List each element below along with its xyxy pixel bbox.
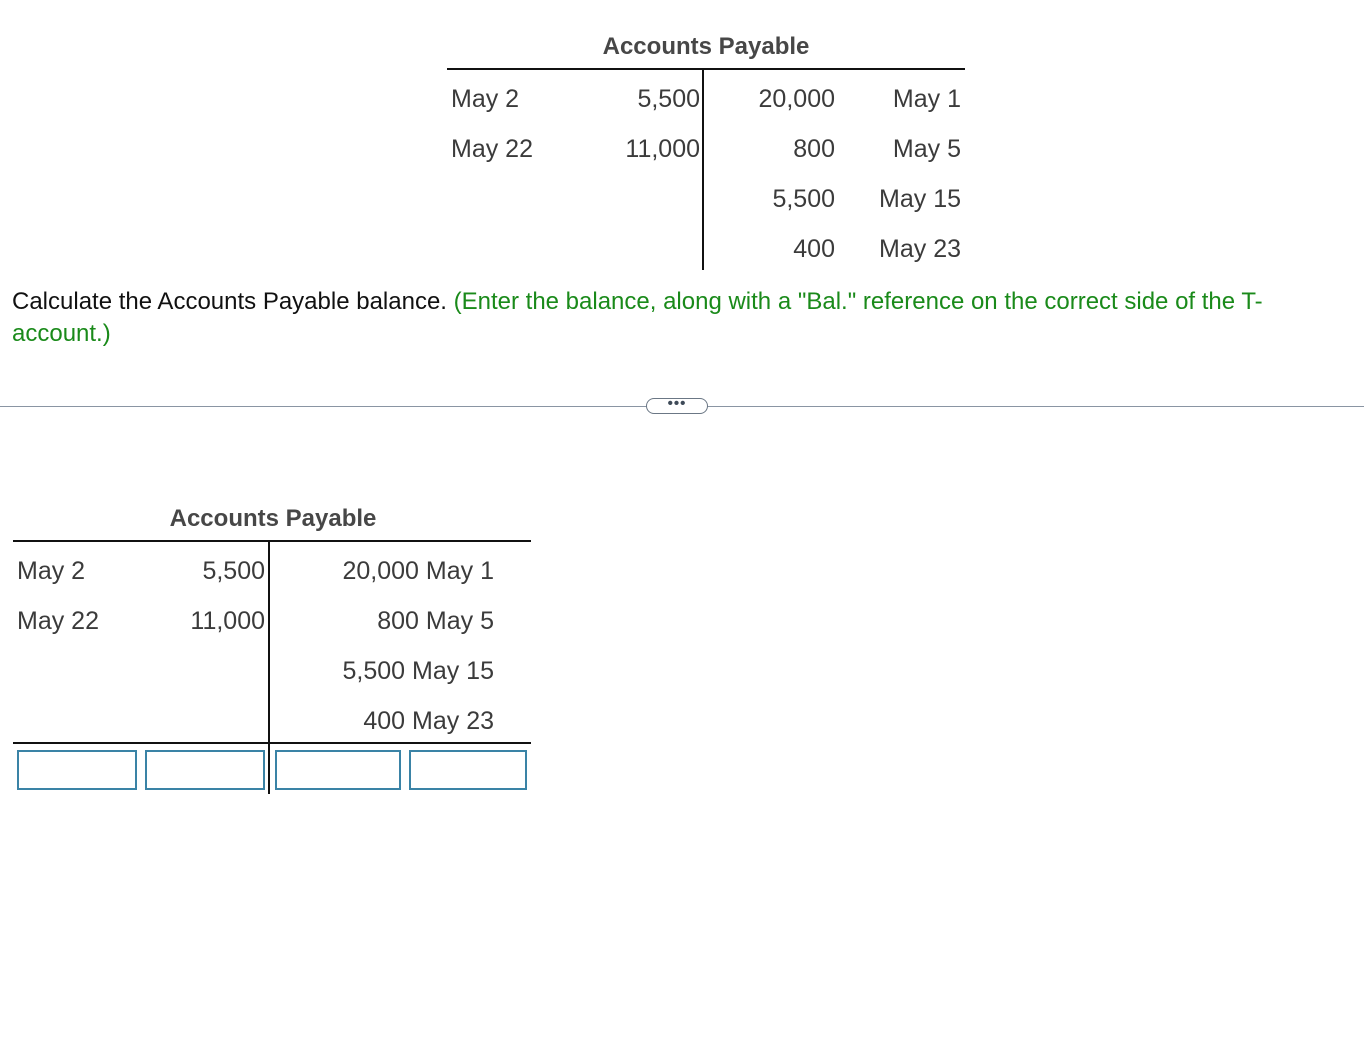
given-debit-date: May 2 (451, 85, 520, 113)
instruction-hint: (Enter the balance, along with a "Bal." reference on the correct side of the T-account.) (12, 288, 1263, 347)
answer-t-account (13, 500, 531, 795)
answer-credit-entry: 400 May 23 (363, 707, 494, 735)
expand-more-button[interactable]: ••• (646, 398, 708, 414)
answer-debit-date: May 22 (17, 607, 99, 635)
given-debit-amount: 11,000 (625, 135, 700, 163)
debit-balance-label-input[interactable] (17, 750, 137, 790)
given-credit-date: May 15 (879, 185, 961, 213)
given-credit-date: May 5 (892, 135, 961, 163)
given-credit-amount: 20,000 (758, 85, 835, 113)
answer-credit-entry: 800 May 5 (377, 607, 494, 635)
given-credit-amount: 5,500 (772, 185, 835, 213)
given-account-center-rule (702, 68, 704, 270)
answer-debit-date: May 2 (17, 557, 86, 585)
credit-balance-amount-input[interactable] (275, 750, 401, 790)
given-account-title: Accounts Payable (602, 33, 810, 60)
instruction-text: Calculate the Accounts Payable balance. (12, 288, 447, 315)
given-debit-amount: 5,500 (637, 85, 700, 113)
answer-debit-amount: 5,500 (202, 557, 265, 585)
given-credit-date: May 23 (879, 235, 961, 263)
answer-account-center-rule (268, 540, 270, 794)
answer-account-total-rule (13, 742, 531, 744)
given-account-top-rule (447, 68, 965, 70)
answer-account-title (13, 505, 531, 533)
answer-debit-amount: 11,000 (190, 607, 265, 635)
answer-account-top-rule (13, 540, 531, 542)
given-credit-amount: 400 (793, 235, 835, 263)
given-t-account (447, 30, 965, 270)
answer-credit-entry: 5,500 May 15 (342, 657, 494, 685)
given-credit-date: May 1 (892, 85, 961, 113)
debit-balance-amount-input[interactable] (145, 750, 265, 790)
question-instruction (12, 286, 1342, 350)
credit-balance-label-input[interactable] (409, 750, 527, 790)
given-debit-date: May 22 (451, 135, 533, 163)
given-credit-amount: 800 (793, 135, 835, 163)
answer-credit-entry: 20,000 May 1 (342, 557, 494, 585)
answer-account-title-text: Accounts Payable (169, 505, 377, 532)
